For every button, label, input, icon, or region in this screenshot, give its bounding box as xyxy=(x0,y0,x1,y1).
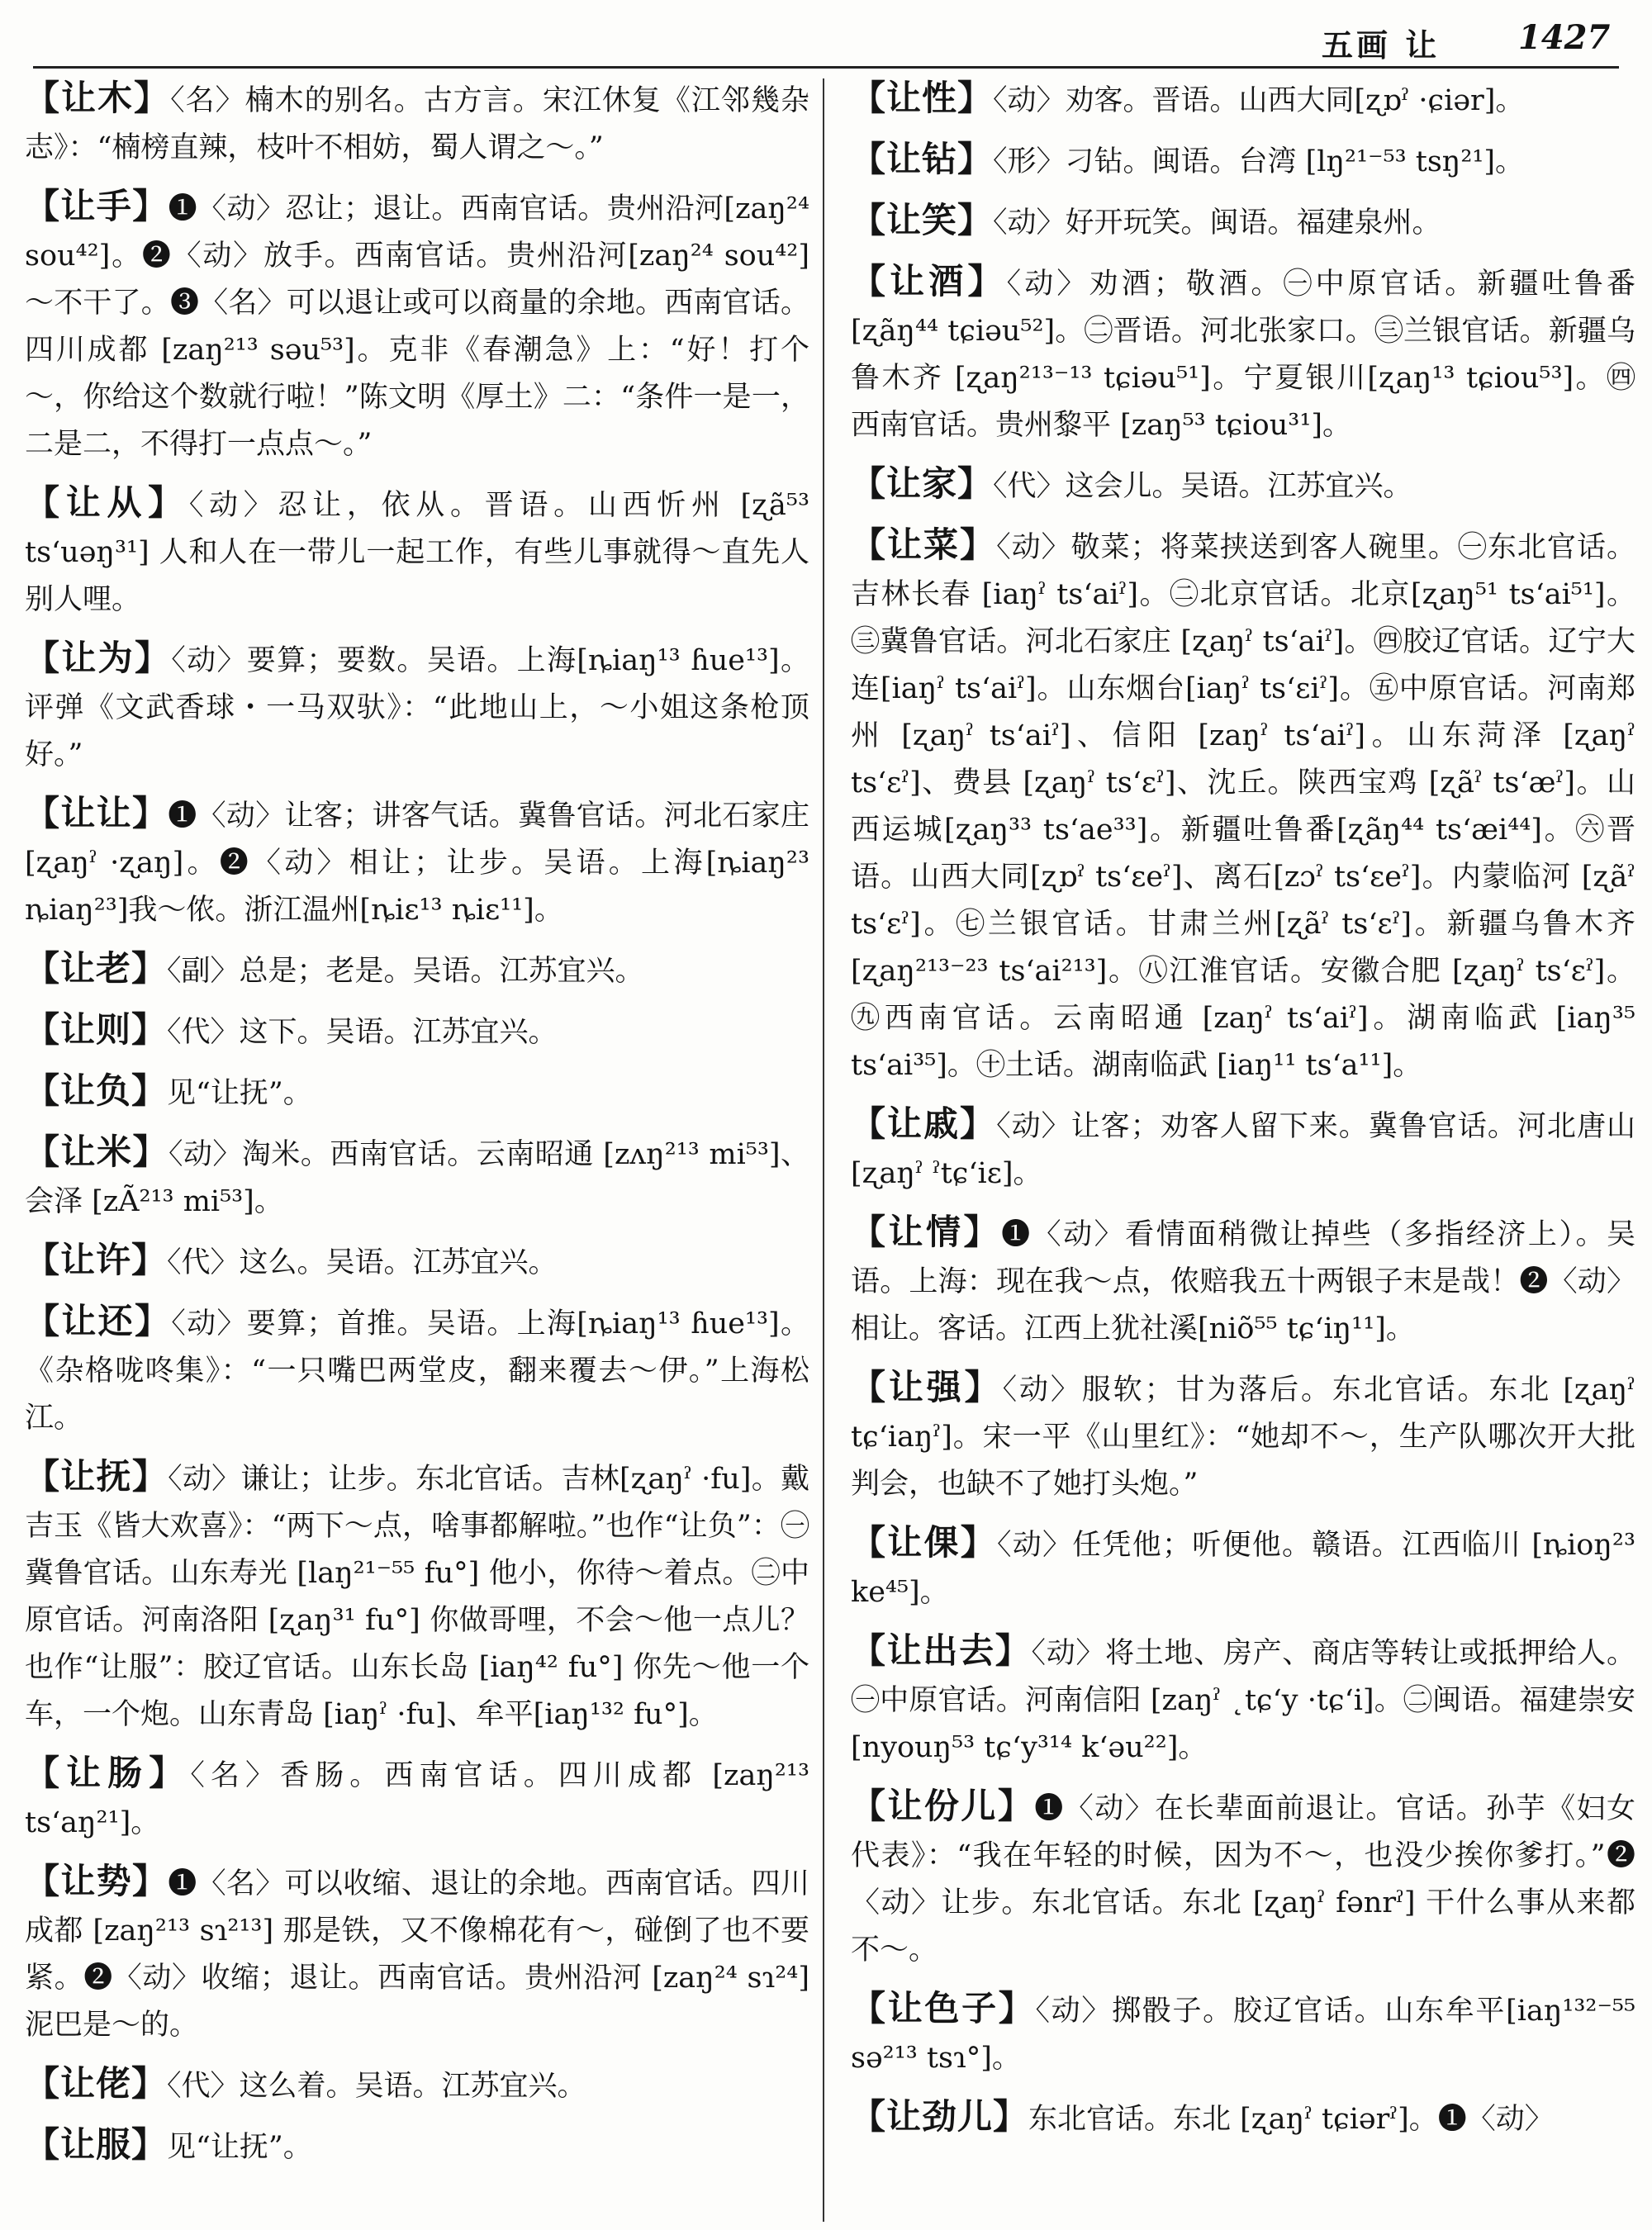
page-number: 1427 xyxy=(1518,18,1611,57)
dictionary-entry xyxy=(25,1128,809,1226)
entry-headword: 【让家】 xyxy=(851,463,994,504)
entry-headword: 【让许】 xyxy=(25,1240,168,1280)
dictionary-entry xyxy=(25,1006,809,1056)
entry-headword: 【让份儿】 xyxy=(851,1786,1035,1826)
dictionary-entry xyxy=(851,1364,1635,1508)
entry-definition: 〈名〉楠木的别名。古方言。宋江休复《江邻幾杂志》：“楠榜直辣，枝叶不相妨，蜀人谓之～。” xyxy=(25,84,809,164)
entry-headword: 【让抚】 xyxy=(25,1456,169,1497)
entry-definition: ❶〈名〉可以收缩、退让的余地。西南官话。四川成都 [zaŋ²¹³ sɿ²¹³] 那是铁，又不像棉花有～，碰倒了也不要紧。❷〈动〉收缩；退让。西南官话。贵州沿河 [zaŋ²⁴ sɿ²⁴] 泥巴是～的。 xyxy=(25,1867,809,2042)
entry-definition: ❶〈动〉在长辈面前退让。官话。孙芋《妇女代表》：“我在年轻的时候，因为不～，也没少挨你爹打。”❷〈动〉让步。东北官话。东北 [ʐaŋˀ fənrˀ] 干什么事从来都不～。 xyxy=(851,1792,1635,1967)
entry-headword: 【让笑】 xyxy=(851,200,994,240)
dictionary-entry xyxy=(25,2060,809,2110)
entry-headword: 【让从】 xyxy=(25,482,189,523)
dictionary-entry xyxy=(851,1208,1635,1353)
entry-headword: 【让还】 xyxy=(25,1301,172,1341)
dictionary-entry xyxy=(25,790,809,934)
running-head: 五画 让 xyxy=(1322,27,1441,64)
entry-headword: 【让服】 xyxy=(25,2124,168,2165)
dictionary-entry xyxy=(25,1749,809,1847)
dictionary-entry xyxy=(25,1858,809,2049)
entry-definition: 〈副〉总是；老是。吴语。江苏宜兴。 xyxy=(167,955,644,988)
entry-headword: 【让负】 xyxy=(25,1070,168,1111)
entry-headword: 【让肠】 xyxy=(25,1753,191,1793)
dictionary-entry xyxy=(851,2093,1635,2143)
entry-definition: 东北官话。东北 [ʐaŋˀ tɕiərˀ]。❶〈动〉 xyxy=(1028,2103,1554,2136)
dictionary-entry xyxy=(851,135,1635,186)
entry-definition: 〈动〉劝客。晋语。山西大同[ʐɒˀ ·ɕiər]。 xyxy=(993,84,1525,117)
entry-definition: 〈名〉香肠。西南官话。四川成都 [zaŋ²¹³ tsʻaŋ²¹]。 xyxy=(25,1759,809,1839)
dictionary-entry xyxy=(25,74,809,172)
entry-definition: 〈动〉淘米。西南官话。云南昭通 [zʌŋ²¹³ mi⁵³]、会泽 [zÃ²¹³ mi⁵³]。 xyxy=(25,1138,809,1218)
dictionary-entry xyxy=(25,1298,809,1442)
dictionary-entry xyxy=(25,945,809,995)
entry-headword: 【让为】 xyxy=(25,638,172,678)
entry-headword: 【让钻】 xyxy=(851,139,994,179)
entry-definition: 见“让抚”。 xyxy=(167,1077,312,1110)
dictionary-entry xyxy=(851,1985,1635,2082)
entry-definition: 〈动〉要算；首推。吴语。上海[ȵiaŋ¹³ ɦue¹³]。《杂格咙咚集》：“一只嘴巴两堂皮，翻来覆去～伊。”上海松江。 xyxy=(25,1307,809,1435)
entry-headword: 【让米】 xyxy=(25,1132,169,1172)
page-header xyxy=(0,15,1652,64)
entry-headword: 【让酒】 xyxy=(851,261,1007,301)
entry-headword: 【让出去】 xyxy=(851,1630,1032,1671)
entry-definition: 〈动〉要算；要数。吴语。上海[ȵiaŋ¹³ ɦue¹³]。评弹《文武香球・一马双驮》：“此地山上，～小姐这条枪顶好。” xyxy=(25,644,809,771)
entry-definition: 〈动〉忍让，依从。晋语。山西忻州 [ʐã⁵³ tsʻuəŋ³¹] 人和人在一带儿一起工作，有些儿事就得～直先人别人哩。 xyxy=(25,489,809,616)
left-column xyxy=(25,74,809,2226)
dictionary-entry xyxy=(851,1100,1635,1198)
entry-headword: 【让戚】 xyxy=(851,1103,997,1144)
entry-definition: 〈动〉好开玩笑。闽语。福建泉州。 xyxy=(993,206,1441,240)
entry-definition: ❶〈动〉看情面稍微让掉些（多指经济上）。吴语。上海：现在我～点，侬赔我五十两银子末是哉！❷〈动〉相让。客话。江西上犹社溪[niõ⁵⁵ tɕʻiŋ¹¹]。 xyxy=(851,1218,1635,1345)
dictionary-entry xyxy=(25,2121,809,2171)
dictionary-entry xyxy=(851,1782,1635,1974)
entry-headword: 【让情】 xyxy=(851,1212,1002,1252)
entry-definition: 〈代〉这下。吴语。江苏宜兴。 xyxy=(167,1016,558,1049)
entry-headword: 【让则】 xyxy=(25,1009,168,1050)
entry-definition: 〈代〉这会儿。吴语。江苏宜兴。 xyxy=(993,470,1412,503)
entry-definition: 〈形〉刁钻。闽语。台湾 [lŋ²¹⁻⁵³ tsŋ²¹]。 xyxy=(993,145,1525,178)
entry-headword: 【让强】 xyxy=(851,1367,1003,1407)
entry-definition: 〈动〉让客；劝客人留下来。冀鲁官话。河北唐山 [ʐaŋˀ ˀtɕʻiɛ]。 xyxy=(851,1110,1635,1190)
dictionary-entry xyxy=(851,197,1635,247)
entry-headword: 【让色子】 xyxy=(851,1988,1036,2028)
dictionary-entry xyxy=(851,521,1635,1089)
entry-definition: 见“让抚”。 xyxy=(167,2131,312,2164)
dictionary-entry xyxy=(25,634,809,779)
entry-headword: 【让性】 xyxy=(851,78,994,118)
entry-headword: 【让木】 xyxy=(25,78,171,118)
entry-definition: ❶〈动〉忍让；退让。西南官话。贵州沿河[zaŋ²⁴ sou⁴²]。❷〈动〉放手。西南官话。贵州沿河[zaŋ²⁴ sou⁴²] ～不干了。❸〈名〉可以退让或可以商量的余地。西南官话。四川成都 [zaŋ²¹³ səu⁵³]。克非《春潮急》上：“好！打个～，你给这个数就行啦！”陈文明《厚土》二：“条件一是一，二是二，不得打一点点～。” xyxy=(25,192,809,461)
right-column xyxy=(851,74,1635,2226)
entry-definition: 〈动〉将土地、房产、商店等转让或抵押给人。㊀中原官话。河南信阳 [zaŋˀ ˛tɕʻy ·tɕʻi]。㊁闽语。福建崇安 [nyouŋ⁵³ tɕʻy³¹⁴ kʻəu²²]。 xyxy=(851,1637,1635,1764)
dictionary-entry xyxy=(851,74,1635,125)
dictionary-entry xyxy=(851,460,1635,510)
entry-definition: 〈代〉这么着。吴语。江苏宜兴。 xyxy=(167,2070,586,2103)
entry-headword: 【让菜】 xyxy=(851,524,997,565)
entry-definition: 〈代〉这么。吴语。江苏宜兴。 xyxy=(167,1246,558,1279)
entry-headword: 【让让】 xyxy=(25,793,169,833)
entry-headword: 【让劲儿】 xyxy=(851,2096,1029,2137)
entry-headword: 【让势】 xyxy=(25,1861,169,1901)
entry-headword: 【让老】 xyxy=(25,948,168,989)
dictionary-entry xyxy=(851,1627,1635,1772)
dictionary-entry xyxy=(25,1236,809,1287)
dictionary-entry xyxy=(25,1067,809,1117)
entry-headword: 【让手】 xyxy=(25,186,169,226)
column-divider xyxy=(823,78,824,2222)
entry-headword: 【让佬】 xyxy=(25,2063,168,2104)
entry-definition: 〈动〉谦让；让步。东北官话。吉林[ʐaŋˀ ·fu]。戴吉玉《皆大欢喜》：“两下～点，啥事都解啦。”也作“让负”：㊀冀鲁官话。山东寿光 [laŋ²¹⁻⁵⁵ fu°] 他小，你待～着点。㊁中原官话。河南洛阳 [ʐaŋ³¹ fu°] 你做哥哩，不会～他一点儿？也作“让服”：胶辽官话。山东长岛 [iaŋ⁴² fu°] 你先～他一个车，一个炮。山东青岛 [iaŋˀ ·fu]、牟平[iaŋ¹³² fu°]。 xyxy=(25,1463,809,1731)
entry-definition: 〈动〉任凭他；听便他。赣语。江西临川 [ȵioŋ²³ ke⁴⁵]。 xyxy=(851,1529,1635,1609)
dictionary-entry xyxy=(25,1453,809,1739)
header-rule xyxy=(33,66,1619,69)
entry-definition: 〈动〉劝酒；敬酒。㊀中原官话。新疆吐鲁番 [ʐãŋ⁴⁴ tɕiəu⁵²]。㊁晋语。河北张家口。㊂兰银官话。新疆乌鲁木齐 [ʐaŋ²¹³⁻¹³ tɕiəu⁵¹]。宁夏银川[ʐaŋ¹³ tɕiou⁵³]。㊃西南官话。贵州黎平 [zaŋ⁵³ tɕiou³¹]。 xyxy=(851,268,1635,442)
entry-headword: 【让倮】 xyxy=(851,1522,997,1563)
entry-definition: 〈动〉敬菜；将菜挟送到客人碗里。㊀东北官话。吉林长春 [iaŋˀ tsʻaiˀ]。㊁北京官话。北京[ʐaŋ⁵¹ tsʻai⁵¹]。㊂冀鲁官话。河北石家庄 [ʐaŋˀ tsʻaiˀ]。㊃胶辽官话。辽宁大连[iaŋˀ tsʻaiˀ]。山东烟台[iaŋˀ tsʻɛiˀ]。㊄中原官话。河南郑州 [ʐaŋˀ tsʻaiˀ]、信阳 [zaŋˀ tsʻaiˀ]。山东菏泽 [ʐaŋˀ tsʻɛˀ]、费县 [ʐaŋˀ tsʻɛˀ]、沈丘。陕西宝鸡 [ʐãˀ tsʻæˀ]。山西运城[ʐaŋ³³ tsʻae³³]。新疆吐鲁番[ʐãŋ⁴⁴ tsʻæi⁴⁴]。㊅晋语。山西大同[ʐɒˀ tsʻɛeˀ]、离石[zɔˀ tsʻɛeˀ]。内蒙临河 [ʐãˀ tsʻɛˀ]。㊆兰银官话。甘肃兰州[ʐãˀ tsʻɛˀ]。新疆乌鲁木齐 [ʐaŋ²¹³⁻²³ tsʻai²¹³]。㊇江淮官话。安徽合肥 [ʐaŋˀ tsʻɛˀ]。㊈西南官话。云南昭通 [zaŋˀ tsʻaiˀ]。湖南临武 [iaŋ³⁵ tsʻai³⁵]。㊉土话。湖南临武 [iaŋ¹¹ tsʻa¹¹]。 xyxy=(851,531,1635,1082)
dictionary-entry xyxy=(25,183,809,468)
entry-definition: 〈动〉服软；甘为落后。东北官话。东北 [ʐaŋˀ tɕʻiaŋˀ]。宋一平《山里红》：“她却不～，生产队哪次开大批判会，也缺不了她打头炮。” xyxy=(851,1374,1635,1501)
dictionary-entry xyxy=(851,258,1635,449)
dictionary-entry xyxy=(25,479,809,624)
dictionary-entry xyxy=(851,1519,1635,1616)
entry-definition: ❶〈动〉让客；讲客气话。冀鲁官话。河北石家庄 [ʐaŋˀ ·ʐaŋ]。❷〈动〉相让；让步。吴语。上海[ȵiaŋ²³ ȵiaŋ²³]我～侬。浙江温州[ȵiɛ¹³ ȵiɛ¹¹]。 xyxy=(25,799,809,927)
entry-definition: 〈动〉掷骰子。胶辽官话。山东牟平[iaŋ¹³²⁻⁵⁵ sə²¹³ tsɿ°]。 xyxy=(851,1995,1635,2075)
